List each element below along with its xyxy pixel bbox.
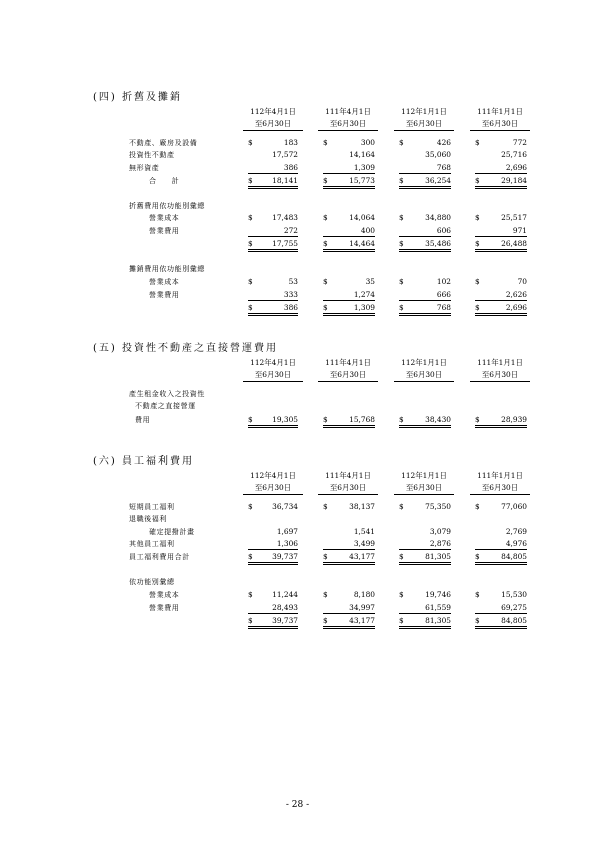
amount-cell [475,213,527,223]
amount-value: 39,737 [272,552,298,561]
currency-symbol: $ [475,138,480,147]
amount-value: 18,141 [272,176,298,185]
amount-value: 38,430 [425,415,451,424]
section-title: (六) 員工福利費用 [93,456,194,467]
currency-symbol: $ [248,303,253,312]
amount-cell [248,603,298,614]
currency-symbol: $ [323,502,328,511]
currency-symbol: $ [323,590,328,599]
amount-cell [248,502,298,512]
currency-symbol: $ [323,138,328,147]
amount-value: 772 [512,138,527,147]
amount-value: 17,755 [272,239,298,248]
amount-cell [475,603,527,614]
amount-value: 4,976 [505,539,527,548]
amount-cell [399,539,451,550]
amount-cell [323,590,375,600]
currency-symbol: $ [248,616,253,625]
amount-value: 15,530 [501,590,527,599]
amount-cell [248,239,298,252]
column-header-line2: 至6月30日 [243,118,303,131]
section-title: (四) 折舊及攤銷 [93,92,182,103]
currency-symbol: $ [323,277,328,286]
amount-value: 25,517 [501,213,527,222]
amount-value: 11,244 [272,590,298,599]
amount-value: 28,939 [501,415,527,424]
column-header [243,470,303,495]
column-header-line2: 至6月30日 [470,482,530,495]
row-label: 不動產之直接營運 [135,402,196,410]
amount-cell [248,590,298,600]
amount-cell [248,303,298,316]
amount-cell [248,176,298,189]
currency-symbol: $ [399,176,404,185]
amount-value: 2,626 [505,290,527,299]
column-header [394,106,454,131]
amount-value: 3,079 [429,527,451,536]
section-title: (五) 投資性不動產之直接營運費用 [93,343,278,354]
amount-value: 43,177 [349,552,375,561]
column-header-line2: 至6月30日 [394,118,454,131]
amount-cell [475,239,527,252]
amount-value: 2,876 [429,539,451,548]
amount-value: 84,805 [501,552,527,561]
amount-value: 400 [360,226,375,235]
column-header [243,357,303,382]
amount-cell [248,290,298,301]
amount-value: 29,184 [501,176,527,185]
amount-cell [475,502,527,512]
column-header-line2: 至6月30日 [243,482,303,495]
amount-value: 15,768 [349,415,375,424]
amount-value: 34,880 [425,213,451,222]
currency-symbol: $ [475,616,480,625]
amount-cell [475,290,527,301]
amount-value: 971 [512,226,527,235]
amount-cell [475,303,527,316]
amount-cell [248,552,298,565]
amount-value: 768 [436,303,451,312]
row-label: 營業成本 [149,214,180,222]
amount-cell [248,539,298,550]
column-header-line1: 112年4月1日 [250,107,296,116]
column-header-line1: 112年1月1日 [401,358,447,367]
amount-value: 35 [365,277,375,286]
amount-value: 1,309 [353,163,375,172]
row-label: 營業費用 [149,604,180,612]
amount-cell [399,590,451,600]
amount-cell [475,226,527,237]
amount-cell [399,163,451,174]
amount-value: 43,177 [349,616,375,625]
amount-value: 61,559 [425,603,451,612]
row-label: 營業費用 [149,291,180,299]
currency-symbol: $ [399,213,404,222]
amount-value: 426 [436,138,451,147]
amount-cell [399,502,451,512]
row-label: 無形資產 [129,164,160,172]
column-header [243,106,303,131]
amount-cell [399,226,451,237]
currency-symbol: $ [248,552,253,561]
amount-value: 53 [288,277,298,286]
amount-value: 77,060 [501,502,527,511]
amount-cell [399,213,451,223]
row-label: 不動產、廠房及設備 [129,139,198,147]
amount-value: 1,306 [276,539,298,548]
currency-symbol: $ [399,303,404,312]
currency-symbol: $ [323,616,328,625]
amount-value: 19,746 [425,590,451,599]
amount-value: 36,254 [425,176,451,185]
currency-symbol: $ [248,415,253,424]
amount-cell [323,616,375,629]
currency-symbol: $ [399,616,404,625]
amount-cell [323,277,375,287]
currency-symbol: $ [248,277,253,286]
amount-value: 70 [517,277,527,286]
amount-cell [399,277,451,287]
amount-cell [475,616,527,629]
column-header-line1: 112年1月1日 [401,471,447,480]
amount-value: 14,164 [349,150,375,159]
currency-symbol: $ [248,138,253,147]
amount-value: 8,180 [353,590,375,599]
amount-cell [323,502,375,512]
currency-symbol: $ [248,176,253,185]
column-header [470,106,530,131]
currency-symbol: $ [323,213,328,222]
currency-symbol: $ [475,213,480,222]
amount-value: 19,305 [272,415,298,424]
amount-value: 2,696 [505,303,527,312]
column-header-line1: 111年4月1日 [325,358,371,367]
amount-cell [323,176,375,189]
amount-cell [323,415,375,428]
row-label: 合 計 [149,177,180,185]
column-header-line2: 至6月30日 [470,118,530,131]
amount-cell [323,226,375,237]
row-label: 攤銷費用依功能別彙總 [129,265,205,273]
amount-cell [475,277,527,287]
column-header [394,470,454,495]
amount-value: 17,572 [272,150,298,159]
row-label: 退職後福利 [129,515,167,523]
amount-cell [475,590,527,600]
column-header-line2: 至6月30日 [243,369,303,382]
amount-cell [475,176,527,189]
amount-cell [475,527,527,537]
amount-cell [399,150,451,160]
amount-value: 14,064 [349,213,375,222]
amount-value: 84,805 [501,616,527,625]
currency-symbol: $ [475,303,480,312]
column-header-line1: 112年4月1日 [250,471,296,480]
amount-value: 28,493 [272,603,298,612]
amount-value: 26,488 [501,239,527,248]
currency-symbol: $ [399,277,404,286]
row-label: 依功能別彙總 [129,578,175,586]
currency-symbol: $ [399,502,404,511]
amount-value: 25,716 [501,150,527,159]
column-header [470,470,530,495]
amount-value: 35,486 [425,239,451,248]
column-header-line2: 至6月30日 [470,369,530,382]
currency-symbol: $ [248,590,253,599]
row-label: 折舊費用依功能別彙總 [129,202,205,210]
column-header [318,470,378,495]
currency-symbol: $ [323,176,328,185]
amount-value: 17,483 [272,213,298,222]
row-label: 投資性不動產 [129,151,175,159]
amount-cell [475,163,527,174]
amount-value: 606 [436,226,451,235]
amount-cell [399,603,451,614]
currency-symbol: $ [399,590,404,599]
amount-cell [475,552,527,565]
amount-cell [248,138,298,148]
amount-cell [475,138,527,148]
row-label: 營業費用 [149,227,180,235]
amount-value: 81,305 [425,552,451,561]
amount-value: 300 [360,138,375,147]
amount-cell [323,150,375,160]
column-header [470,357,530,382]
currency-symbol: $ [399,415,404,424]
currency-symbol: $ [399,239,404,248]
amount-value: 14,464 [349,239,375,248]
amount-value: 15,773 [349,176,375,185]
column-header-line2: 至6月30日 [394,482,454,495]
amount-value: 3,499 [353,539,375,548]
amount-cell [248,226,298,237]
currency-symbol: $ [323,552,328,561]
amount-cell [248,213,298,223]
amount-cell [323,527,375,537]
amount-value: 36,734 [272,502,298,511]
amount-cell [399,616,451,629]
amount-cell [475,415,527,428]
currency-symbol: $ [248,213,253,222]
amount-cell [399,552,451,565]
currency-symbol: $ [475,552,480,561]
currency-symbol: $ [323,303,328,312]
amount-value: 1,274 [353,290,375,299]
amount-value: 666 [436,290,451,299]
amount-cell [399,290,451,301]
amount-value: 1,541 [353,527,375,536]
amount-cell [323,290,375,301]
amount-value: 38,137 [349,502,375,511]
amount-value: 768 [436,163,451,172]
amount-value: 386 [283,303,298,312]
amount-cell [399,415,451,428]
amount-cell [248,616,298,629]
amount-cell [399,176,451,189]
amount-cell [323,138,375,148]
amount-cell [248,150,298,160]
currency-symbol: $ [475,176,480,185]
column-header [318,357,378,382]
currency-symbol: $ [475,502,480,511]
amount-cell [248,527,298,537]
currency-symbol: $ [399,138,404,147]
amount-cell [475,539,527,550]
column-header-line1: 111年1月1日 [477,107,523,116]
column-header-line2: 至6月30日 [318,369,378,382]
amount-value: 333 [283,290,298,299]
row-label: 費用 [135,416,151,424]
column-header-line1: 111年4月1日 [325,471,371,480]
currency-symbol: $ [475,277,480,286]
amount-cell [323,213,375,223]
amount-value: 1,309 [353,303,375,312]
currency-symbol: $ [475,239,480,248]
currency-symbol: $ [475,415,480,424]
amount-value: 386 [283,163,298,172]
row-label: 其他員工福利 [129,540,175,548]
column-header-line1: 112年1月1日 [401,107,447,116]
column-header [318,106,378,131]
column-header-line2: 至6月30日 [318,118,378,131]
amount-value: 2,696 [505,163,527,172]
amount-value: 272 [283,226,298,235]
amount-value: 35,060 [425,150,451,159]
amount-cell [323,303,375,316]
amount-cell [323,539,375,550]
column-header-line2: 至6月30日 [394,369,454,382]
amount-value: 102 [436,277,451,286]
currency-symbol: $ [323,415,328,424]
row-label: 員工福利費用合計 [129,553,190,561]
currency-symbol: $ [323,239,328,248]
column-header-line1: 111年1月1日 [477,358,523,367]
amount-cell [399,303,451,316]
column-header-line2: 至6月30日 [318,482,378,495]
column-header [394,357,454,382]
amount-cell [475,150,527,160]
currency-symbol: $ [248,239,253,248]
column-header-line1: 111年1月1日 [477,471,523,480]
amount-value: 81,305 [425,616,451,625]
column-header-line1: 112年4月1日 [250,358,296,367]
amount-cell [399,239,451,252]
amount-value: 2,769 [505,527,527,536]
amount-value: 75,350 [425,502,451,511]
page-number: - 28 - [285,800,310,810]
row-label: 營業成本 [149,278,180,286]
amount-value: 34,997 [349,603,375,612]
amount-cell [323,603,375,614]
amount-cell [248,415,298,428]
currency-symbol: $ [399,552,404,561]
currency-symbol: $ [475,590,480,599]
amount-value: 1,697 [276,527,298,536]
amount-cell [399,527,451,537]
currency-symbol: $ [248,502,253,511]
amount-cell [323,163,375,174]
amount-value: 69,275 [501,603,527,612]
amount-cell [323,239,375,252]
amount-cell [248,277,298,287]
amount-cell [323,552,375,565]
column-header-line1: 111年4月1日 [325,107,371,116]
amount-value: 183 [283,138,298,147]
amount-cell [399,138,451,148]
row-label: 產生租金收入之投資性 [129,390,205,398]
row-label: 短期員工福利 [129,503,175,511]
amount-cell [248,163,298,174]
row-label: 確定提撥計畫 [149,528,195,536]
row-label: 營業成本 [149,591,180,599]
amount-value: 39,737 [272,616,298,625]
